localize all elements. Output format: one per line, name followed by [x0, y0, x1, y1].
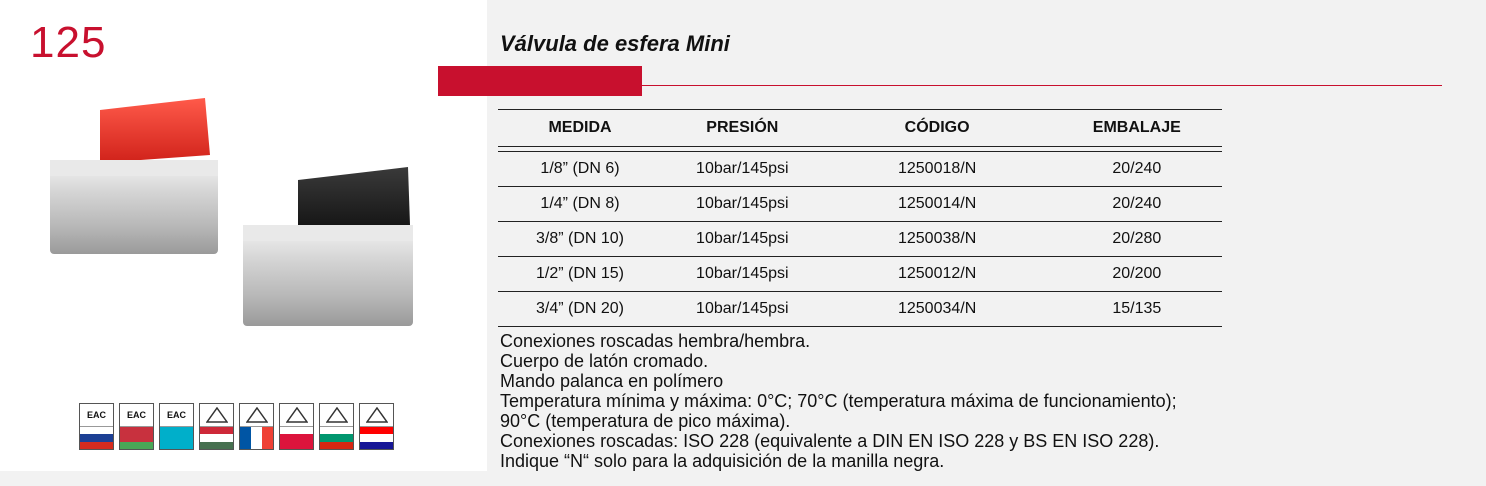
note-line: Cuerpo de latón cromado.	[500, 351, 709, 371]
spec-table	[498, 109, 1222, 327]
certification-badge	[199, 403, 234, 450]
page-number: 125	[30, 18, 107, 67]
valve-product-image	[40, 95, 430, 335]
certification-badge	[239, 403, 274, 450]
header-codigo: CÓDIGO	[823, 110, 1052, 147]
certification-badge	[319, 403, 354, 450]
certification-flags	[79, 403, 394, 450]
table-row	[498, 292, 1222, 327]
hungary-flag-icon	[200, 427, 233, 449]
accent-bar	[438, 66, 642, 96]
kazakhstan-flag-icon	[160, 427, 193, 449]
cell-codigo: 1250038/N	[823, 222, 1052, 257]
cell-presion: 10bar/145psi	[662, 187, 823, 222]
cell-codigo: 1250012/N	[823, 257, 1052, 292]
eac-mark-icon: EAC	[80, 404, 113, 427]
hungary-cert-mark-icon	[200, 404, 233, 427]
cell-codigo: 1250014/N	[823, 187, 1052, 222]
product-notes	[500, 331, 1400, 471]
panel-strip	[0, 471, 487, 486]
cell-codigo: 1250034/N	[823, 292, 1052, 327]
cell-embalaje: 20/240	[1052, 187, 1222, 222]
eac-mark-icon: EAC	[120, 404, 153, 427]
note-line: 90°C (temperatura de pico máxima).	[500, 411, 791, 431]
cell-codigo: 1250018/N	[823, 152, 1052, 187]
cell-presion: 10bar/145psi	[662, 292, 823, 327]
black-handle-valve	[243, 167, 413, 326]
cell-embalaje: 15/135	[1052, 292, 1222, 327]
certification-badge	[119, 403, 154, 450]
cell-presion: 10bar/145psi	[662, 222, 823, 257]
note-line: Temperatura mínima y máxima: 0°C; 70°C (temperatura máxima de funcionamiento);	[500, 391, 1177, 411]
cell-presion: 10bar/145psi	[662, 152, 823, 187]
russia-flag-icon	[80, 427, 113, 449]
product-title: Válvula de esfera Mini	[500, 31, 730, 56]
note-line: Indique “N“ solo para la adquisición de la manilla negra.	[500, 451, 945, 471]
france-flag-icon	[240, 427, 273, 449]
table-row	[498, 257, 1222, 292]
cell-presion: 10bar/145psi	[662, 257, 823, 292]
certification-badge	[79, 403, 114, 450]
eac-mark-icon: EAC	[160, 404, 193, 427]
header-medida: MEDIDA	[498, 110, 662, 147]
poland-flag-icon	[280, 427, 313, 449]
bulgaria-cert-mark-icon	[320, 404, 353, 427]
cell-embalaje: 20/200	[1052, 257, 1222, 292]
header-embalaje: EMBALAJE	[1052, 110, 1222, 147]
france-cert-mark-icon	[240, 404, 273, 427]
cell-embalaje: 20/280	[1052, 222, 1222, 257]
poland-cert-mark-icon	[280, 404, 313, 427]
belarus-flag-icon	[120, 427, 153, 449]
note-line: Conexiones roscadas: ISO 228 (equivalente a DIN EN ISO 228 y BS EN ISO 228).	[500, 431, 1160, 451]
cell-medida: 1/8” (DN 6)	[498, 152, 662, 187]
croatia-cert-mark-icon	[360, 404, 393, 427]
table-row	[498, 222, 1222, 257]
certification-badge	[159, 403, 194, 450]
bulgaria-flag-icon	[320, 427, 353, 449]
red-handle-valve	[50, 98, 218, 254]
cell-medida: 3/8” (DN 10)	[498, 222, 662, 257]
note-line: Conexiones roscadas hembra/hembra.	[500, 331, 811, 351]
cell-medida: 1/2” (DN 15)	[498, 257, 662, 292]
table-row	[498, 187, 1222, 222]
accent-rule	[642, 85, 1442, 86]
cell-medida: 1/4” (DN 8)	[498, 187, 662, 222]
note-line: Mando palanca en polímero	[500, 371, 724, 391]
header-presion: PRESIÓN	[662, 110, 823, 147]
table-row	[498, 152, 1222, 187]
certification-badge	[279, 403, 314, 450]
croatia-flag-icon	[360, 427, 393, 449]
spec-table-header-row	[498, 110, 1222, 147]
certification-badge	[359, 403, 394, 450]
cell-medida: 3/4” (DN 20)	[498, 292, 662, 327]
cell-embalaje: 20/240	[1052, 152, 1222, 187]
